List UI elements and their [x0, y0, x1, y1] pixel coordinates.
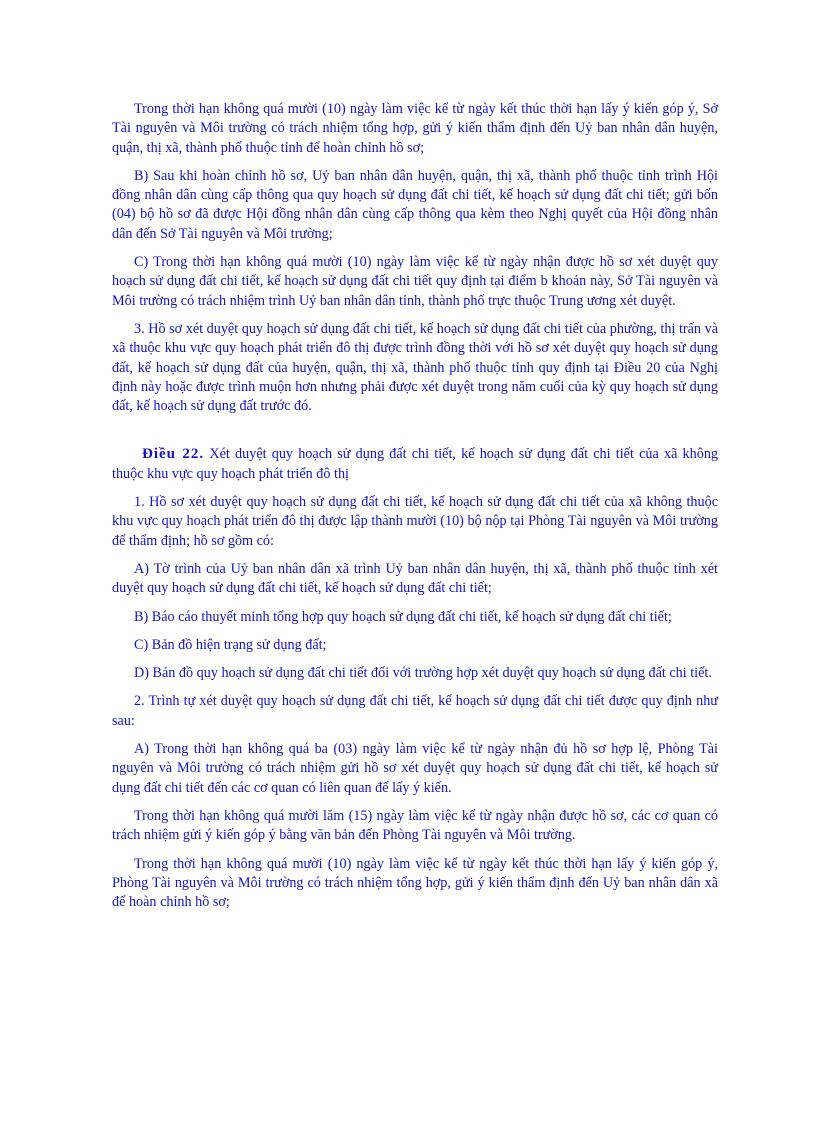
paragraph: Trong thời hạn không quá mười (10) ngày làm việc kể từ ngày kết thúc thời hạn lấy ý kiến góp ý, Sở Tài nguyên và Môi trường có trách nhiệm tổng hợp, gửi ý kiến thẩm định đến Uỷ ban nhân dân huyện, quận, thị xã, thành phố thuộc tỉnh để hoàn chỉnh hồ sơ;	[112, 101, 718, 156]
paragraph: 2. Trình tự xét duyệt quy hoạch sử dụng đất chi tiết, kế hoạch sử dụng đất chi tiết được quy định như sau:	[112, 693, 718, 729]
paragraph: C) Trong thời hạn không quá mười (10) ngày làm việc kể từ ngày nhận được hồ sơ xét duyệt quy hoạch sử dụng đất chi tiết, kế hoạch sử dụng đất chi tiết quy định tại điểm b khoản này, Sở Tài nguyên và Môi trường có trách nhiệm trình Uỷ ban nhân dân tỉnh, thành phố trực thuộc Trung ương xét duyệt.	[112, 254, 718, 309]
document-page	[112, 100, 718, 921]
paragraph: Trong thời hạn không quá mười lăm (15) ngày làm việc kể từ ngày nhận được hồ sơ, các cơ quan có trách nhiệm gửi ý kiến góp ý bằng văn bản đến Phòng Tài nguyên và Môi trường.	[112, 807, 718, 844]
article-title	[112, 445, 718, 484]
paragraph: Trong thời hạn không quá mười (10) ngày làm việc kể từ ngày kết thúc thời hạn lấy ý kiến góp ý, Phòng Tài nguyên và Môi trường có trách nhiệm tổng hợp, gửi ý kiến thẩm định đến Uỷ ban nhân dân xã để hoàn chỉnh hồ sơ;	[112, 855, 718, 911]
article-title-text: Xét duyệt quy hoạch sử dụng đất chi tiết, kế hoạch sử dụng đất chi tiết của xã không thuộc khu vực quy hoạch phát triển đô thị	[112, 446, 719, 482]
paragraph: A) Trong thời hạn không quá ba (03) ngày làm việc kể từ ngày nhận đủ hồ sơ hợp lệ, Phòng Tài nguyên và Môi trường có trách nhiệm gửi hồ sơ xét duyệt quy hoạch sử dụng đất chi tiết, kế hoạch sử dụng đất chi tiết đến các cơ quan có liên quan để lấy ý kiến.	[112, 741, 718, 796]
paragraph: 3. Hồ sơ xét duyệt quy hoạch sử dụng đất chi tiết, kế hoạch sử dụng đất chi tiết của phường, thị trấn và xã thuộc khu vực quy hoạch phát triển đô thị được trình đồng thời với hồ sơ xét duyệt quy hoạch sử dụng đất, kế hoạch sử dụng đất của huyện, quận, thị xã, thành phố thuộc tỉnh quy định tại Điều 20 của Nghị định này hoặc được trình muộn hơn nhưng phải được xét duyệt trong năm cuối của kỳ quy hoạch sử dụng đất, kế hoạch sử dụng đất trước đó.	[112, 320, 718, 415]
paragraph: C) Bản đồ hiện trạng sử dụng đất;	[134, 636, 327, 653]
paragraph: A) Tờ trình của Uỷ ban nhân dân xã trình Uỷ ban nhân dân huyện, thị xã, thành phố thuộc tỉnh xét duyệt quy hoạch sử dụng đất chi tiết, kế hoạch sử dụng đất chi tiết;	[112, 560, 718, 597]
paragraph: B) Sau khi hoàn chỉnh hồ sơ, Uỷ ban nhân dân huyện, quận, thị xã, thành phố thuộc tỉnh trình Hội đồng nhân dân cùng cấp thông qua quy hoạch sử dụng đất chi tiết, kế hoạch sử dụng đất chi tiết; gửi bốn (04) bộ hồ sơ đã được Hội đồng nhân dân cùng cấp thông qua kèm theo Nghị quyết của Hội đồng nhân dân đến Sở Tài nguyên và Môi trường;	[112, 167, 718, 242]
paragraph: D) Bản đồ quy hoạch sử dụng đất chi tiết đối với trường hợp xét duyệt quy hoạch sử dụng đất chi tiết.	[134, 665, 712, 682]
paragraph: B) Báo cáo thuyết minh tổng hợp quy hoạch sử dụng đất chi tiết, kế hoạch sử dụng đất chi tiết;	[134, 608, 672, 625]
article-label: Điều 22.	[142, 446, 205, 463]
article-heading	[112, 445, 718, 484]
paragraph: 1. Hồ sơ xét duyệt quy hoạch sử dụng đất chi tiết, kế hoạch sử dụng đất chi tiết của xã không thuộc khu vực quy hoạch phát triển đô thị được lập thành mười (10) bộ nộp tại Phòng Tài nguyên và Môi trường để thẩm định; hồ sơ gồm có:	[112, 494, 718, 549]
